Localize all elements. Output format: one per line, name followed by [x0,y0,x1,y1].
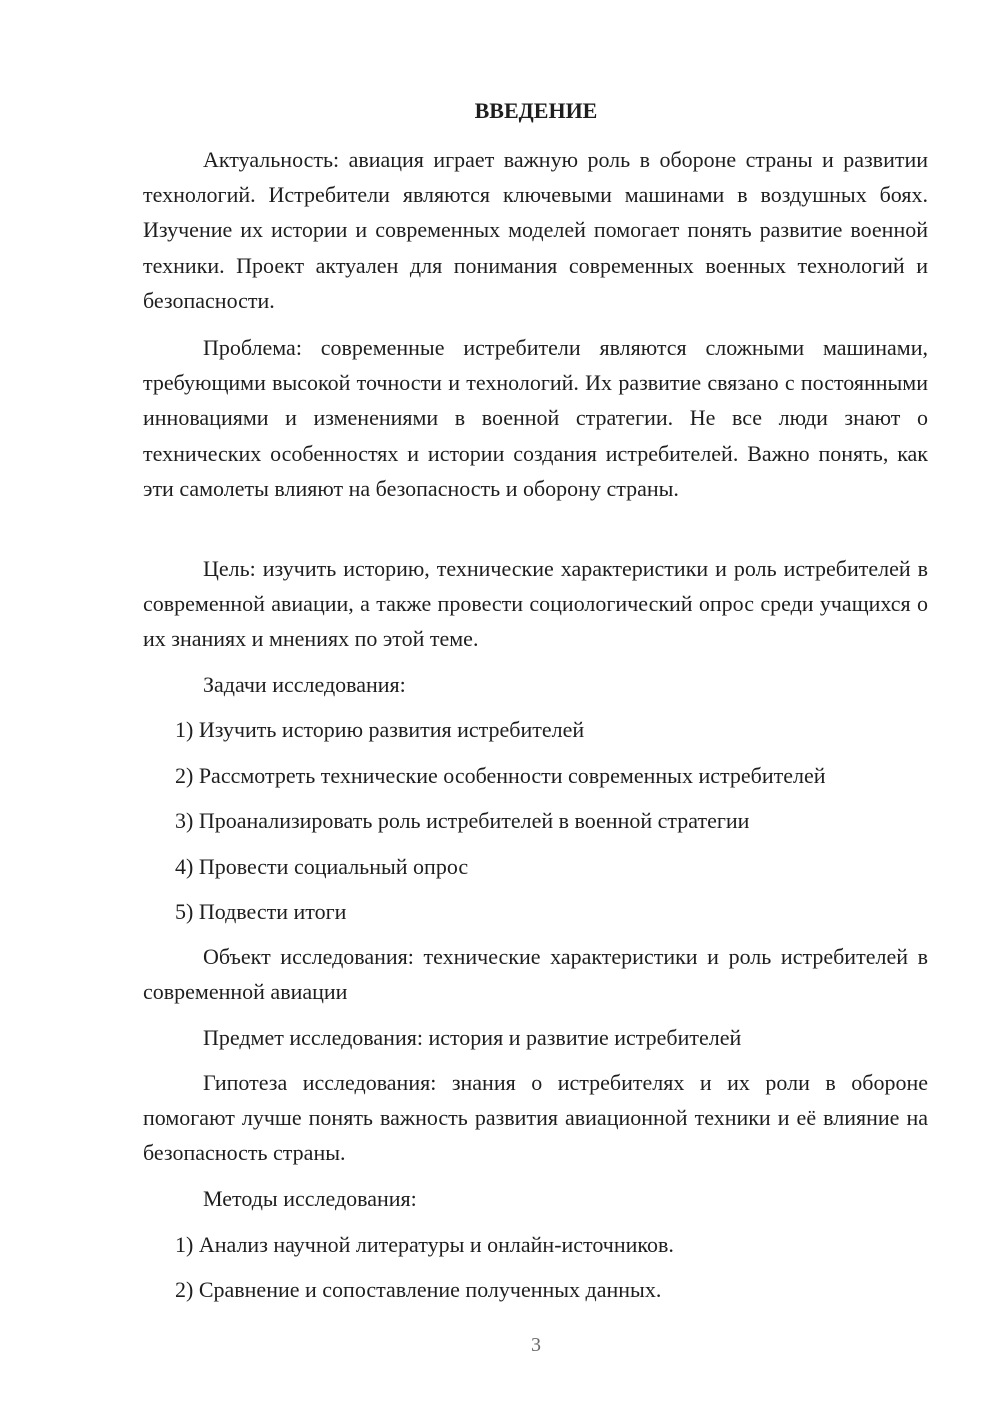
task-item: 3) Проанализировать роль истребителей в военной стратегии [175,808,750,833]
task-item: 5) Подвести итоги [175,899,347,924]
paragraph-subject: Предмет исследования: история и развитие истребителей [203,1025,742,1050]
paragraph-goal: Цель: изучить историю, технические характеристики и роль истребителей в современной авиации, а также провести социологический опрос среди учащихся о их знаниях и мнениях по этой теме. [143,556,928,652]
task-item: 2) Рассмотреть технические особенности современных истребителей [175,763,826,788]
task-item: 1) Изучить историю развития истребителей [175,717,585,742]
tasks-title: Задачи исследования: [203,672,406,697]
paragraph-hypothesis: Гипотеза исследования: знания о истребителях и их роли в обороне помогают лучше понять важность развития авиационной техники и её влияние на безопасность страны. [143,1070,928,1166]
section-heading: ВВЕДЕНИЕ [474,98,598,123]
method-item: 1) Анализ научной литературы и онлайн-источников. [175,1232,674,1257]
method-item: 2) Сравнение и сопоставление полученных данных. [175,1277,662,1302]
paragraph-object: Объект исследования: технические характеристики и роль истребителей в современной авиации [143,944,928,1005]
methods-title: Методы исследования: [203,1186,417,1211]
paragraph-relevance: Актуальность: авиация играет важную роль в обороне страны и развитии технологий. Истребители являются ключевыми машинами в воздушных боях. Изучение их истории и современных моделей помогает понять развитие военной техники. Проект актуален для понимания современных военных технологий и безопасности. [143,147,928,313]
page-number: 3 [531,1334,541,1356]
task-item: 4) Провести социальный опрос [175,854,469,879]
paragraph-problem: Проблема: современные истребители являются сложными машинами, требующими высокой точности и технологий. Их развитие связано с постоянными инновациями и изменениями в военной стратегии. Не все люди знают о технических особенностях и истории создания истребителей. Важно понять, как эти самолеты влияют на безопасность и оборону страны. [143,335,928,501]
